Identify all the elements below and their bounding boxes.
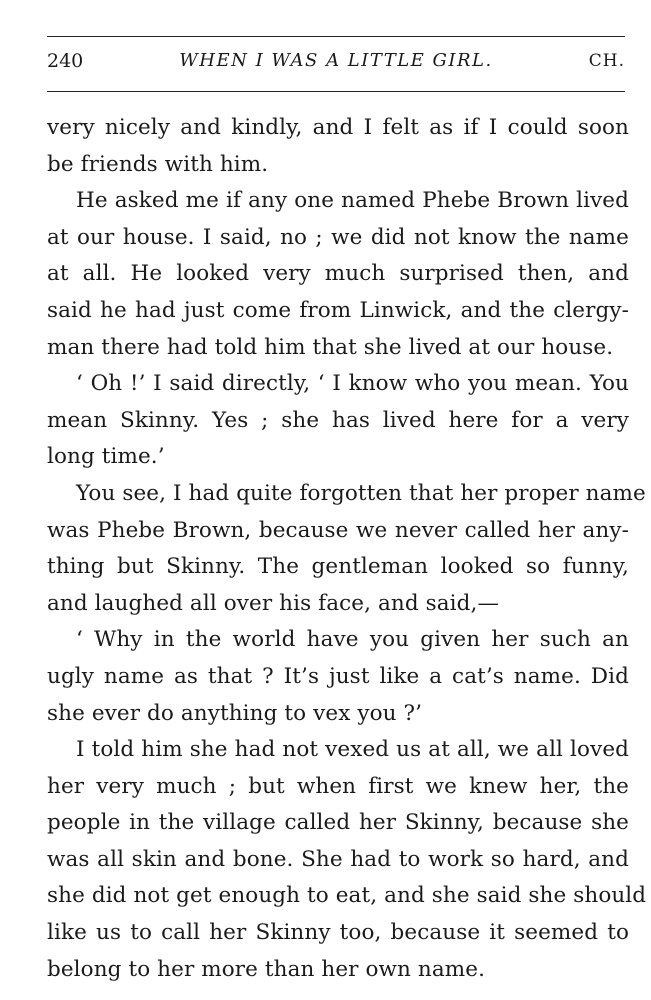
text-line: You see, I had quite forgotten that her proper name [76, 480, 646, 506]
text-line: was all skin and bone. She had to work so hard, and [47, 846, 629, 872]
paragraph [47, 732, 647, 988]
text-line: very nicely and kindly, and I felt as if I could soon [47, 115, 629, 140]
header-top-rule [47, 36, 625, 37]
running-title: WHEN I WAS A LITTLE GIRL. [179, 50, 493, 71]
text-line: ugly name as that ? It’s just like a cat’s name. Did [47, 663, 629, 689]
paragraph [47, 110, 629, 183]
text-line: mean Skinny. Yes ; she has lived here for a very [47, 407, 629, 433]
text-line: like us to call her Skinny too, because it seemed to [47, 920, 629, 946]
text-line: she ever do anything to vex you ?’ [47, 700, 423, 726]
text-line: thing but Skinny. The gentleman looked so funny, [47, 554, 629, 580]
text-line: He asked me if any one named Phebe Brown lived [76, 188, 629, 214]
paragraph [47, 183, 629, 366]
text-line: people in the village called her Skinny, because she [47, 810, 629, 836]
text-line: I told him she had not vexed us at all, we all loved [76, 737, 629, 763]
text-line: at all. He looked very much surprised then, and [47, 261, 629, 287]
page-number: 240 [47, 50, 84, 72]
text-line: long time.’ [47, 444, 165, 470]
text-line: and laughed all over his face, and said,— [47, 590, 500, 616]
chapter-label: CH. [588, 51, 625, 71]
text-line: ‘ Oh !’ I said directly, ‘ I know who you mean. You [76, 371, 629, 397]
text-line: at our house. I said, no ; we did not know the name [47, 224, 629, 250]
paragraph [47, 366, 629, 476]
text-line: she did not get enough to eat, and she said she should [47, 883, 647, 909]
text-line: man there had told him that she lived at our house. [47, 334, 614, 360]
text-line: was Phebe Brown, because we never called her any- [47, 517, 629, 543]
body-text [47, 110, 647, 988]
paragraph [47, 622, 629, 732]
text-line: be friends with him. [47, 151, 269, 177]
text-line: ‘ Why in the world have you given her such an [76, 627, 629, 653]
text-line: her very much ; but when first we knew her, the [47, 773, 629, 799]
text-line: belong to her more than her own name. [47, 956, 486, 982]
running-header [47, 46, 625, 76]
text-line: said he had just come from Linwick, and the clergy- [47, 297, 629, 323]
paragraph [47, 476, 646, 622]
header-bottom-rule [47, 91, 625, 92]
